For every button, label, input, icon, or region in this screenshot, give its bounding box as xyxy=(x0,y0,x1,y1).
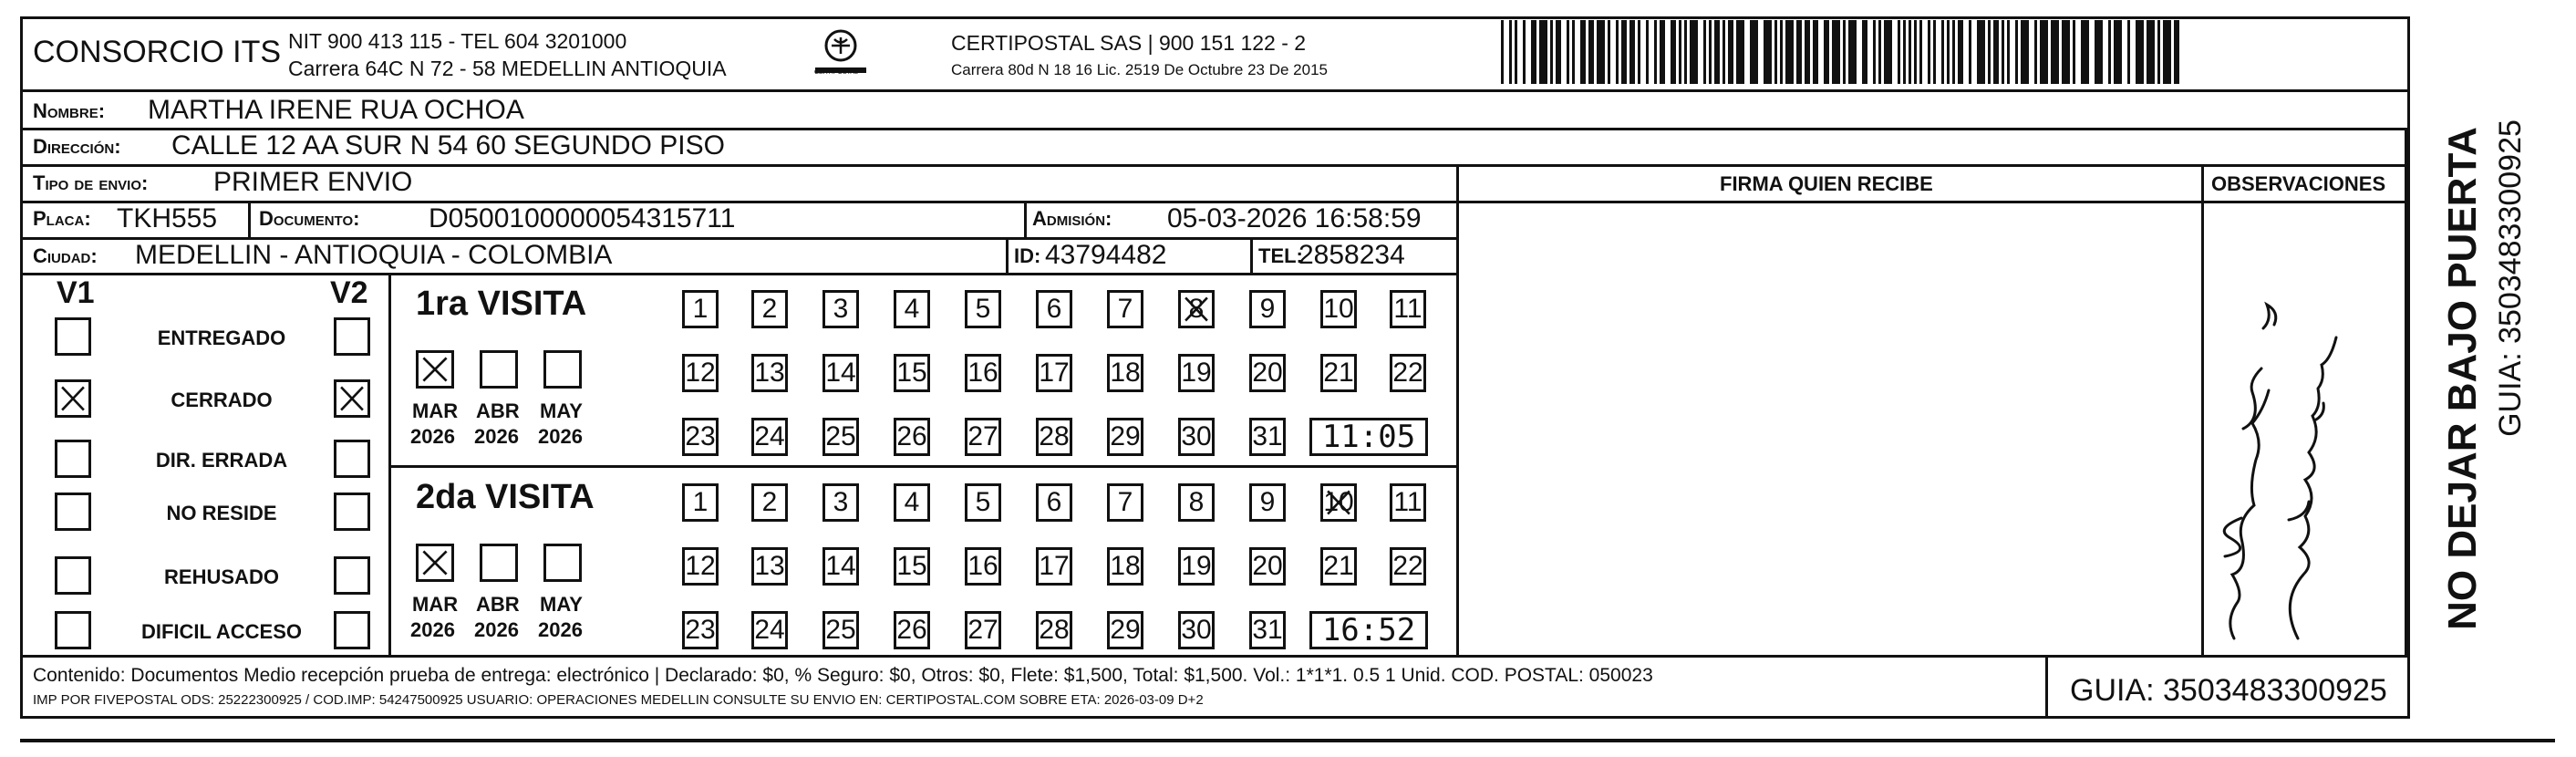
barcode-bar xyxy=(1878,20,1881,84)
section-rule xyxy=(23,655,2407,658)
day-box[interactable] xyxy=(751,354,788,392)
ciudad-label: Ciudad: xyxy=(33,244,98,267)
month-year-label: 2026 xyxy=(474,425,519,448)
barcode-bar xyxy=(1764,20,1772,84)
nombre-value: MARTHA IRENE RUA OCHOA xyxy=(148,95,524,125)
day-number: 29 xyxy=(1110,421,1141,451)
barcode-bar xyxy=(1671,20,1676,84)
day-number: 30 xyxy=(1181,615,1212,645)
day-box[interactable] xyxy=(751,611,788,649)
day-number: 25 xyxy=(825,421,856,451)
day-box[interactable] xyxy=(1249,290,1286,328)
barcode-bar xyxy=(1709,20,1712,84)
footer-divider xyxy=(2045,657,2048,719)
barcode-bar xyxy=(1884,20,1892,84)
day-number: 5 xyxy=(975,294,991,324)
day-box[interactable] xyxy=(1036,483,1072,522)
day-x-mark xyxy=(1323,486,1354,519)
barcode-bar xyxy=(1660,20,1665,84)
observaciones-header: OBSERVACIONES xyxy=(2211,172,2386,195)
day-number: 27 xyxy=(967,421,998,451)
v2-checkbox[interactable] xyxy=(334,379,370,418)
day-number: 28 xyxy=(1039,615,1070,645)
day-number: 10 xyxy=(1323,294,1354,324)
tel-label: TEL: xyxy=(1258,244,1303,267)
day-number: 30 xyxy=(1181,421,1212,451)
barcode-bar xyxy=(2136,20,2144,84)
barcode-bar xyxy=(1621,20,1627,84)
barcode-bar xyxy=(1588,20,1594,84)
day-box[interactable] xyxy=(965,547,1001,586)
day-box[interactable] xyxy=(1107,418,1143,456)
barcode-bar xyxy=(1750,20,1758,84)
observaciones-column-line xyxy=(2201,164,2204,657)
barcode-bar xyxy=(2073,20,2075,84)
ciudad-value: MEDELLIN - ANTIOQUIA - COLOMBIA xyxy=(135,240,613,270)
barcode-bar xyxy=(1977,20,1985,84)
day-number: 7 xyxy=(1117,487,1133,517)
day-number: 23 xyxy=(685,421,716,451)
day-box[interactable] xyxy=(682,418,719,456)
side-column-line xyxy=(2405,128,2407,657)
day-number: 12 xyxy=(685,358,716,388)
sender-address: Carrera 64C N 72 - 58 MEDELLIN ANTIOQUIA xyxy=(288,57,727,80)
day-number: 16 xyxy=(967,551,998,581)
v2-header: V2 xyxy=(330,275,368,310)
day-number: 24 xyxy=(754,421,785,451)
day-box[interactable] xyxy=(965,418,1001,456)
day-box[interactable] xyxy=(1390,354,1426,392)
side-warning: NO DEJAR BAJO PUERTA xyxy=(2440,127,2485,630)
barcode-bar xyxy=(1843,20,1846,84)
day-box[interactable] xyxy=(822,547,859,586)
month-year-label: 2026 xyxy=(410,618,455,641)
bottom-rule xyxy=(20,739,2555,742)
day-box[interactable] xyxy=(1178,290,1215,328)
month-checkbox[interactable] xyxy=(416,544,454,582)
day-number: 14 xyxy=(825,551,856,581)
barcode-bar xyxy=(1654,20,1657,84)
day-number: 18 xyxy=(1110,358,1141,388)
status-reason-label: ENTREGADO xyxy=(157,327,286,349)
v2-checkbox[interactable] xyxy=(334,556,370,595)
barcode-bar xyxy=(1629,20,1635,84)
visit-time-box[interactable]: 16:52 xyxy=(1309,611,1428,649)
barcode-bar xyxy=(1723,20,1725,84)
barcode-bar xyxy=(1848,20,1857,84)
barcode-bar xyxy=(2051,20,2059,84)
barcode-bar xyxy=(1714,20,1720,84)
day-number: 2 xyxy=(761,294,778,324)
day-number: 21 xyxy=(1323,551,1354,581)
status-reason-label: DIFICIL ACCESO xyxy=(140,620,303,643)
v1-checkbox[interactable] xyxy=(55,440,91,478)
day-box[interactable] xyxy=(1249,354,1286,392)
v2-checkbox[interactable] xyxy=(334,611,370,649)
day-number: 4 xyxy=(904,487,920,517)
barcode-bar xyxy=(2127,20,2130,84)
barcode xyxy=(1501,20,2185,84)
barcode-bar xyxy=(1501,20,1504,84)
day-box[interactable] xyxy=(1178,483,1215,522)
barcode-bar xyxy=(1941,20,1944,84)
day-box[interactable] xyxy=(894,354,930,392)
day-number: 31 xyxy=(1252,615,1283,645)
day-number: 4 xyxy=(904,294,920,324)
day-number: 13 xyxy=(754,551,785,581)
day-box[interactable] xyxy=(1320,483,1357,522)
barcode-bar xyxy=(2040,20,2048,84)
day-box[interactable] xyxy=(822,483,859,522)
day-number: 10 xyxy=(1323,487,1354,517)
barcode-bar xyxy=(1903,20,1906,84)
day-box[interactable] xyxy=(1107,611,1143,649)
status-reason-label: CERRADO xyxy=(171,389,273,411)
day-box[interactable] xyxy=(965,354,1001,392)
day-number: 3 xyxy=(833,294,849,324)
day-box[interactable] xyxy=(751,418,788,456)
day-number: 12 xyxy=(685,551,716,581)
day-number: 20 xyxy=(1252,358,1283,388)
day-number: 18 xyxy=(1110,551,1141,581)
firma-header: FIRMA QUIEN RECIBE xyxy=(1720,172,1933,195)
day-number: 1 xyxy=(692,487,709,517)
month-label: MAR xyxy=(412,399,459,422)
day-box[interactable] xyxy=(1390,483,1426,522)
day-number: 13 xyxy=(754,358,785,388)
status-reason-label: NO RESIDE xyxy=(166,502,277,524)
barcode-bar xyxy=(1690,20,1698,84)
day-number: 1 xyxy=(692,294,709,324)
barcode-bar xyxy=(2007,20,2010,84)
barcode-bar xyxy=(2095,20,2103,84)
day-number: 22 xyxy=(1392,358,1423,388)
day-box[interactable] xyxy=(1178,354,1215,392)
barcode-bar xyxy=(2147,20,2155,84)
month-checkbox[interactable] xyxy=(543,544,582,582)
day-number: 27 xyxy=(967,615,998,645)
barcode-bar xyxy=(1523,20,1526,84)
divider xyxy=(1006,239,1009,274)
day-box[interactable] xyxy=(1036,611,1072,649)
documento-value: D0500100000054315711 xyxy=(429,203,736,233)
day-box[interactable] xyxy=(682,290,719,328)
day-number: 11 xyxy=(1393,487,1422,517)
day-number: 19 xyxy=(1181,358,1212,388)
barcode-bar xyxy=(2081,20,2089,84)
barcode-bar xyxy=(1824,20,1829,84)
barcode-bar xyxy=(1515,20,1517,84)
tipo-value: PRIMER ENVIO xyxy=(213,167,413,197)
barcode-bar xyxy=(1988,20,1991,84)
day-number: 22 xyxy=(1392,551,1423,581)
footer-guia: GUIA: 3503483300925 xyxy=(2070,673,2387,708)
day-box[interactable] xyxy=(1249,547,1286,586)
day-number: 8 xyxy=(1188,294,1205,324)
barcode-bar xyxy=(1679,20,1681,84)
day-box[interactable] xyxy=(894,547,930,586)
barcode-bar xyxy=(2114,20,2122,84)
header-rule xyxy=(23,89,2407,92)
v1-checkbox[interactable] xyxy=(55,611,91,649)
barcode-bar xyxy=(1909,20,1911,84)
barcode-bar xyxy=(1597,20,1605,84)
month-label: MAR xyxy=(412,593,459,616)
status-reason-label: DIR. ERRADA xyxy=(155,449,288,472)
v1-checkbox[interactable] xyxy=(55,556,91,595)
month-checkbox[interactable] xyxy=(543,350,582,389)
barcode-bar xyxy=(1873,20,1876,84)
day-box[interactable] xyxy=(1320,290,1357,328)
v1-checkbox[interactable] xyxy=(55,493,91,531)
barcode-bar xyxy=(1898,20,1900,84)
v1-checkbox[interactable] xyxy=(55,379,91,418)
day-box[interactable] xyxy=(682,611,719,649)
barcode-bar xyxy=(1832,20,1840,84)
day-number: 6 xyxy=(1046,294,1062,324)
month-year-label: 2026 xyxy=(410,425,455,448)
day-box[interactable] xyxy=(894,290,930,328)
signature xyxy=(2207,292,2353,648)
month-checkbox[interactable] xyxy=(416,350,454,389)
barcode-bar xyxy=(1919,20,1922,84)
barcode-bar xyxy=(1684,20,1687,84)
day-box[interactable] xyxy=(1107,290,1143,328)
day-number: 28 xyxy=(1039,421,1070,451)
day-number: 6 xyxy=(1046,487,1062,517)
admision-label: Admisión: xyxy=(1032,207,1112,230)
day-number: 31 xyxy=(1252,421,1283,451)
day-number: 9 xyxy=(1259,487,1276,517)
barcode-bar xyxy=(1796,20,1802,84)
day-box[interactable] xyxy=(1036,418,1072,456)
day-number: 26 xyxy=(896,421,927,451)
barcode-bar xyxy=(1947,20,1950,84)
barcode-bar xyxy=(1550,20,1553,84)
barcode-bar xyxy=(2002,20,2004,84)
day-number: 26 xyxy=(896,615,927,645)
day-box[interactable] xyxy=(1249,611,1286,649)
firma-column-line xyxy=(1456,164,1459,657)
day-box[interactable] xyxy=(965,483,1001,522)
day-box[interactable] xyxy=(682,483,719,522)
barcode-bar xyxy=(1736,20,1744,84)
barcode-bar xyxy=(1933,20,1936,84)
barcode-bar xyxy=(1580,20,1586,84)
day-number: 14 xyxy=(825,358,856,388)
day-number: 17 xyxy=(1039,358,1070,388)
barcode-bar xyxy=(1952,20,1955,84)
day-number: 7 xyxy=(1117,294,1133,324)
day-box[interactable] xyxy=(1320,547,1357,586)
day-number: 8 xyxy=(1188,487,1205,517)
day-box[interactable] xyxy=(751,290,788,328)
footer-imp: IMP POR FIVEPOSTAL ODS: 25222300925 / COD.IMP: 54247500925 USUARIO: OPERACIONES MEDELLIN CONSULTE SU ENVIO EN: CERTIPOSTAL.COM SOBRE ETA: 2026-03-09 D+2 xyxy=(33,692,1204,708)
month-label: MAY xyxy=(540,399,583,422)
day-box[interactable] xyxy=(965,611,1001,649)
day-number: 24 xyxy=(754,615,785,645)
barcode-bar xyxy=(1509,20,1512,84)
day-number: 5 xyxy=(975,487,991,517)
day-number: 25 xyxy=(825,615,856,645)
day-number: 29 xyxy=(1110,615,1141,645)
day-number: 23 xyxy=(685,615,716,645)
month-label: ABR xyxy=(476,593,520,616)
barcode-bar xyxy=(1539,20,1547,84)
barcode-bar xyxy=(2174,20,2179,84)
day-box[interactable] xyxy=(1036,547,1072,586)
day-number: 9 xyxy=(1259,294,1276,324)
day-box[interactable] xyxy=(894,611,930,649)
visit-title: 1ra VISITA xyxy=(416,285,587,323)
day-number: 20 xyxy=(1252,551,1283,581)
divider xyxy=(1250,239,1253,274)
courier-name: CERTIPOSTAL SAS | 900 151 122 - 2 xyxy=(951,31,1307,55)
id-label: ID: xyxy=(1014,244,1041,267)
day-box[interactable] xyxy=(1320,354,1357,392)
barcode-bar xyxy=(1531,20,1536,84)
month-checkbox[interactable] xyxy=(480,350,518,389)
month-label: ABR xyxy=(476,399,520,422)
barcode-bar xyxy=(1572,20,1575,84)
barcode-bar xyxy=(1608,20,1610,84)
day-box[interactable] xyxy=(1107,547,1143,586)
barcode-bar xyxy=(1703,20,1706,84)
barcode-bar xyxy=(1638,20,1640,84)
day-box[interactable] xyxy=(682,354,719,392)
day-number: 15 xyxy=(896,358,927,388)
barcode-bar xyxy=(2163,20,2171,84)
logo-text: CERTIPOSTAL xyxy=(814,69,858,76)
day-box[interactable] xyxy=(682,547,719,586)
barcode-bar xyxy=(1993,20,1999,84)
day-box[interactable] xyxy=(1178,418,1215,456)
barcode-bar xyxy=(2157,20,2160,84)
v1-header: V1 xyxy=(57,275,95,310)
day-box[interactable] xyxy=(1107,483,1143,522)
v2-checkbox[interactable] xyxy=(334,317,370,356)
documento-label: Documento: xyxy=(259,207,360,230)
barcode-bar xyxy=(2108,20,2111,84)
barcode-bar xyxy=(1567,20,1569,84)
barcode-bar xyxy=(1969,20,1971,84)
day-number: 2 xyxy=(761,487,778,517)
month-checkbox[interactable] xyxy=(480,544,518,582)
footer-contenido: Contenido: Documentos Medio recepción prueba de entrega: electrónico | Declarado: $0, % Seguro: $0, Otros: $0, Flete: $1,500, Total: $1,500. Vol.: 1*1*1. 0.5 1 Unid. COD. POSTAL: 050023 xyxy=(33,665,1653,686)
day-box[interactable] xyxy=(1390,290,1426,328)
barcode-bar xyxy=(1805,20,1810,84)
barcode-bar xyxy=(2034,20,2037,84)
day-x-mark xyxy=(1181,293,1212,326)
status-reason-label: REHUSADO xyxy=(164,565,279,588)
divider xyxy=(1024,202,1027,239)
barcode-bar xyxy=(1616,20,1619,84)
day-box[interactable] xyxy=(1249,483,1286,522)
month-year-label: 2026 xyxy=(538,425,583,448)
day-box[interactable] xyxy=(822,354,859,392)
divider xyxy=(248,201,251,237)
placa-value: TKH555 xyxy=(117,203,218,233)
placa-label: Placa: xyxy=(33,207,91,230)
barcode-bar xyxy=(1958,20,1963,84)
visit-row-rule xyxy=(388,465,1456,468)
day-box[interactable] xyxy=(1249,418,1286,456)
side-guia: GUIA: 3503483300925 xyxy=(2493,119,2528,437)
barcode-bar xyxy=(1646,20,1649,84)
v1-checkbox[interactable] xyxy=(55,317,91,356)
day-box[interactable] xyxy=(1178,547,1215,586)
day-box[interactable] xyxy=(1036,354,1072,392)
day-box[interactable] xyxy=(894,418,930,456)
barcode-bar xyxy=(1862,20,1867,84)
day-box[interactable] xyxy=(751,547,788,586)
direccion-label: Dirección: xyxy=(33,135,121,158)
day-number: 19 xyxy=(1181,551,1212,581)
barcode-bar xyxy=(1928,20,1930,84)
visit-time-box[interactable]: 11:05 xyxy=(1309,418,1428,456)
barcode-bar xyxy=(1914,20,1917,84)
day-box[interactable] xyxy=(1178,611,1215,649)
v2-checkbox[interactable] xyxy=(334,493,370,531)
day-box[interactable] xyxy=(965,290,1001,328)
barcode-bar xyxy=(1556,20,1561,84)
nombre-label: Nombre: xyxy=(33,99,106,122)
day-number: 17 xyxy=(1039,551,1070,581)
day-box[interactable] xyxy=(822,418,859,456)
id-value: 43794482 xyxy=(1045,240,1167,270)
barcode-bar xyxy=(1774,20,1777,84)
tipo-label: Tipo de envio: xyxy=(33,171,149,194)
direccion-value: CALLE 12 AA SUR N 54 60 SEGUNDO PISO xyxy=(171,130,725,161)
barcode-bar xyxy=(2062,20,2070,84)
barcode-bar xyxy=(1813,20,1818,84)
column-header-rule xyxy=(1456,201,2407,203)
admision-value: 05-03-2026 16:58:59 xyxy=(1167,203,1422,233)
month-label: MAY xyxy=(540,593,583,616)
month-year-label: 2026 xyxy=(538,618,583,641)
barcode-bar xyxy=(1728,20,1733,84)
barcode-bar xyxy=(1785,20,1794,84)
visit-title: 2da VISITA xyxy=(416,478,595,516)
day-box[interactable] xyxy=(1390,547,1426,586)
row-rule xyxy=(23,273,1456,275)
day-number: 15 xyxy=(896,551,927,581)
tel-value: 2858234 xyxy=(1298,240,1405,270)
day-number: 11 xyxy=(1393,294,1422,324)
day-box[interactable] xyxy=(1036,290,1072,328)
barcode-bar xyxy=(1780,20,1783,84)
day-number: 21 xyxy=(1323,358,1354,388)
v2-checkbox[interactable] xyxy=(334,440,370,478)
month-year-label: 2026 xyxy=(474,618,519,641)
day-box[interactable] xyxy=(894,483,930,522)
day-box[interactable] xyxy=(751,483,788,522)
day-box[interactable] xyxy=(822,611,859,649)
courier-address: Carrera 80d N 18 16 Lic. 2519 De Octubre 23 De 2015 xyxy=(951,61,1328,78)
barcode-bar xyxy=(2021,20,2029,84)
barcode-bar xyxy=(2015,20,2018,84)
sender-name: CONSORCIO ITS xyxy=(33,35,282,69)
sender-nit: NIT 900 413 115 - TEL 604 3201000 xyxy=(288,29,627,53)
day-box[interactable] xyxy=(822,290,859,328)
day-box[interactable] xyxy=(1107,354,1143,392)
day-number: 3 xyxy=(833,487,849,517)
day-number: 16 xyxy=(967,358,998,388)
